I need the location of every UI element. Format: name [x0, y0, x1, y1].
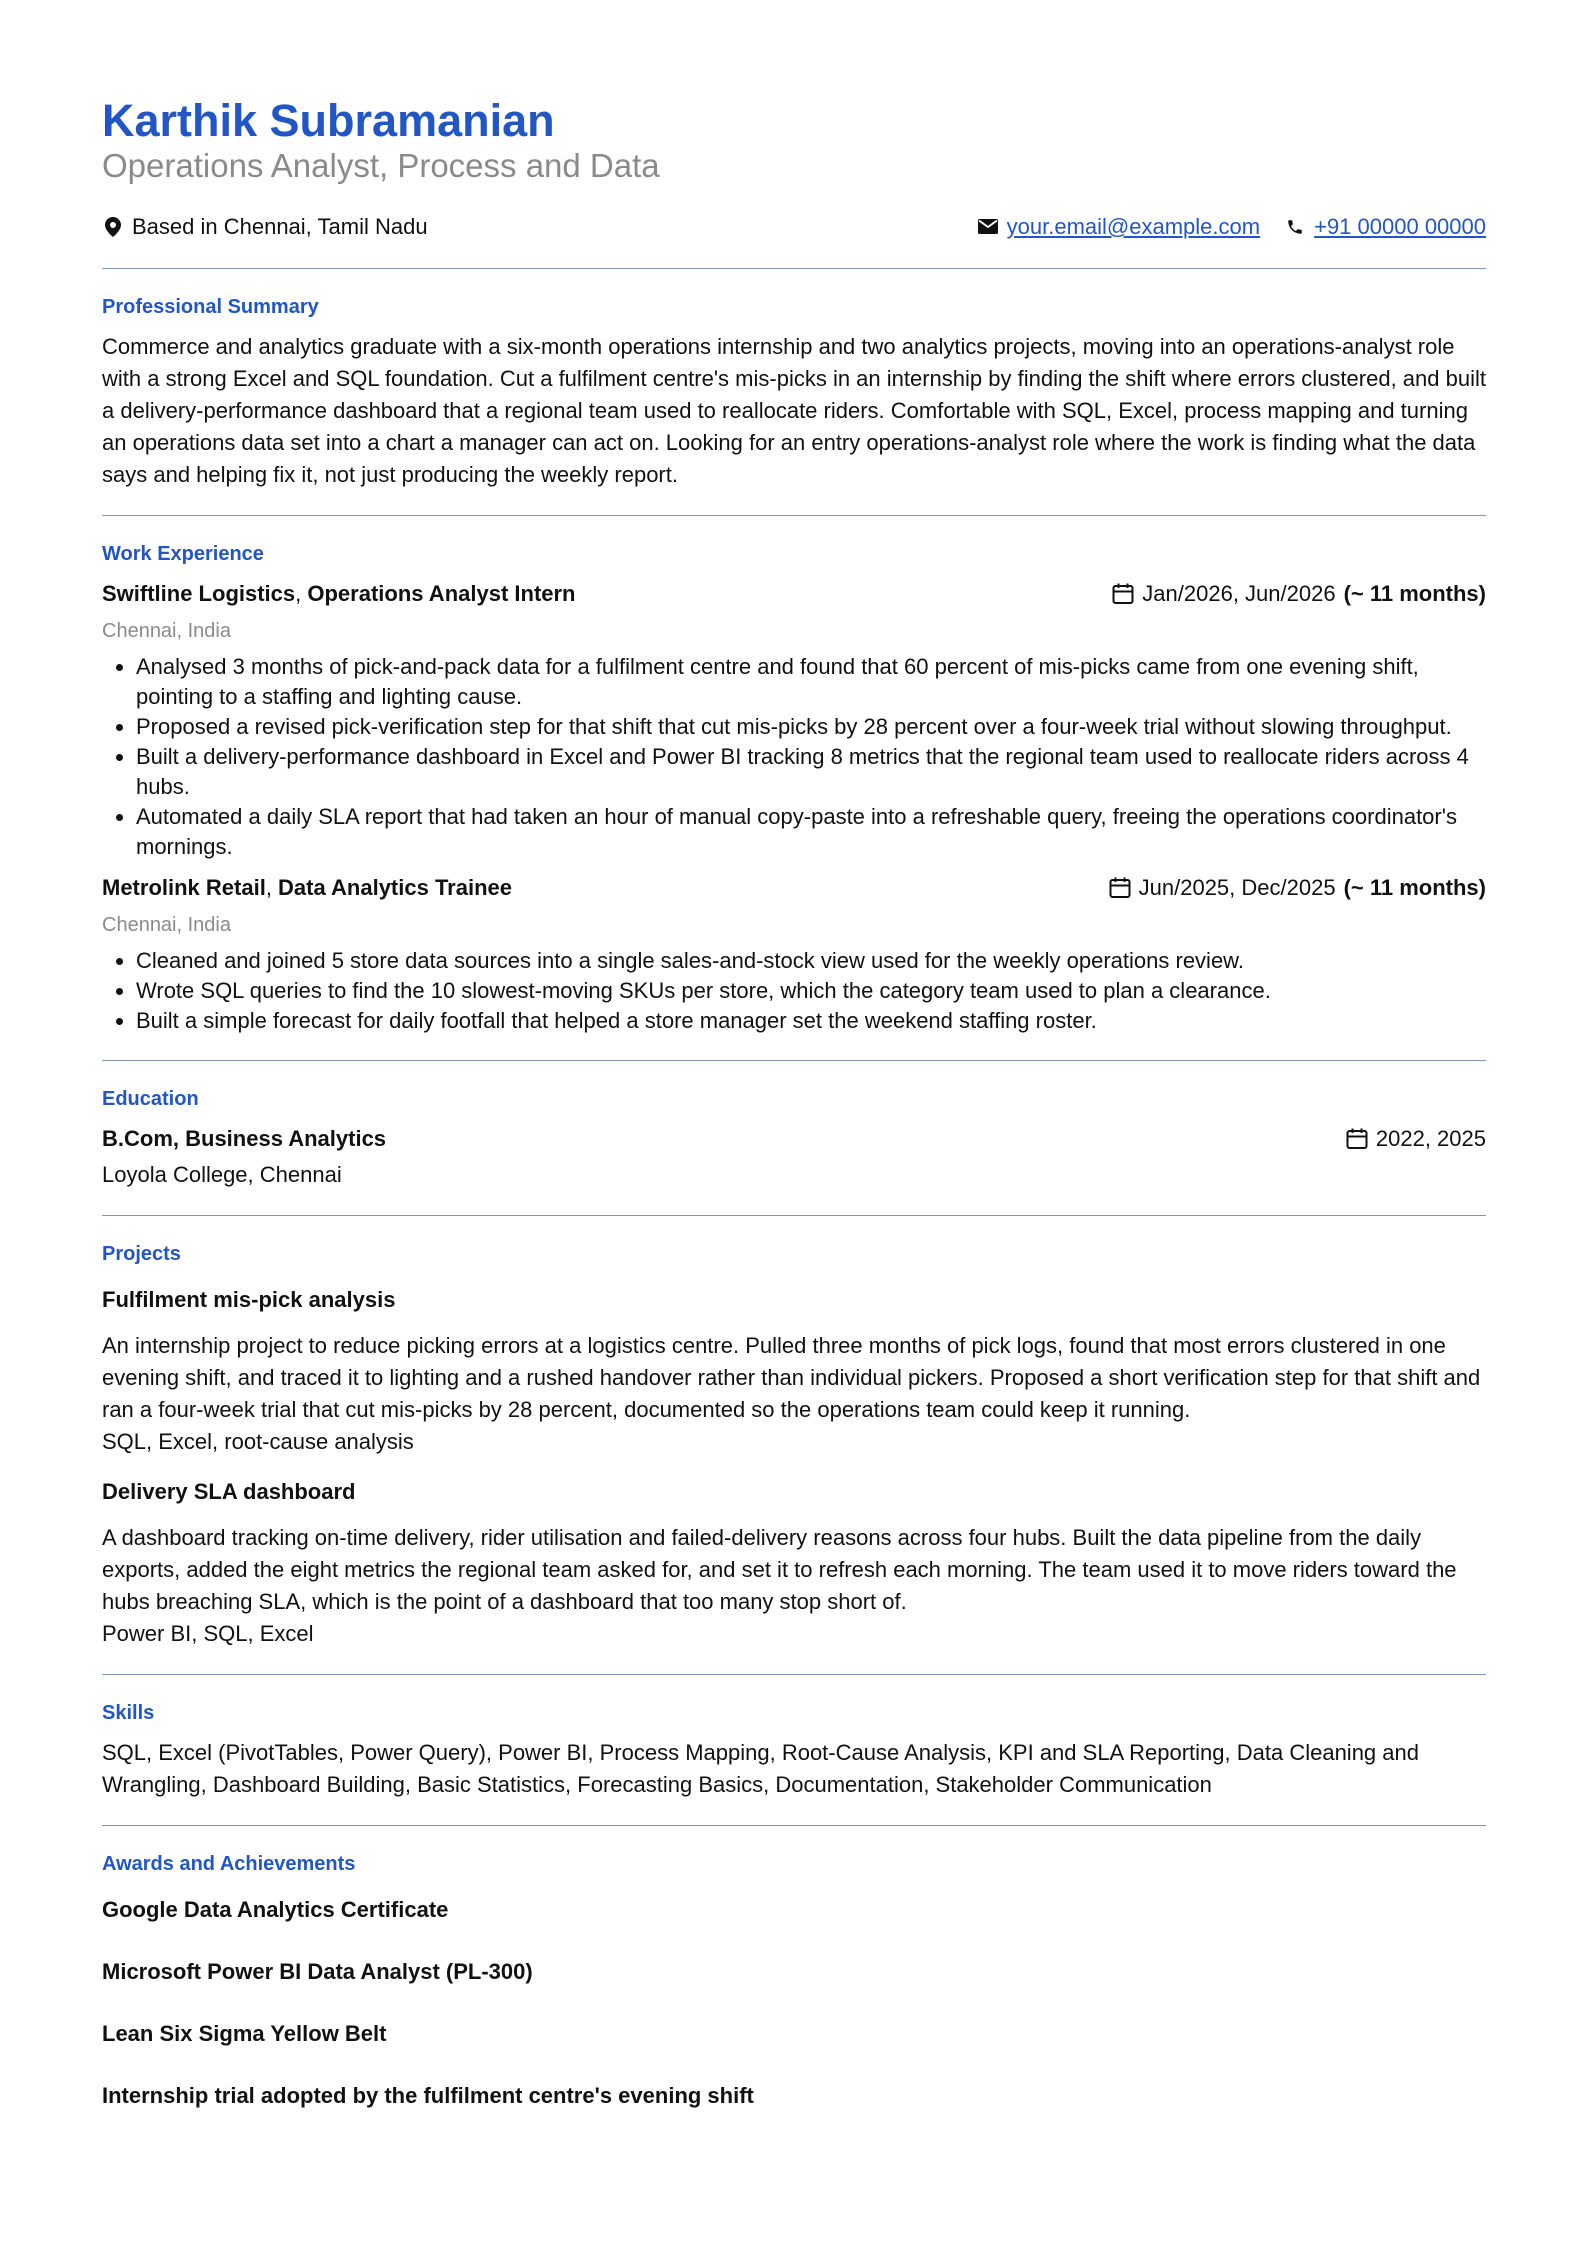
- job-bullets: [102, 946, 1486, 1036]
- job-bullets: [102, 652, 1486, 862]
- job-dates: [1109, 872, 1486, 904]
- project-description: A dashboard tracking on-time delivery, rider utilisation and failed-delivery reasons across four hubs. Built the data pipeline from the daily exports, added the eight metrics the regional team asked for, and set it to refresh each morning. The team used it to move riders toward the hubs breaching SLA, which is the point of a dashboard that too many stop short of.: [102, 1524, 1457, 1614]
- education-degree: B.Com, Business Analytics: [102, 1125, 387, 1151]
- list-item: • Analysed 3 months of pick-and-pack data for a fulfilment centre and found that 60 percent of mis-picks came from one evening shift, pointing to a staffing and lighting cause.: [136, 652, 1486, 712]
- email-info: [977, 214, 1260, 240]
- project-entry: [102, 1476, 1486, 1650]
- summary-section: [102, 295, 1486, 491]
- job-header: [102, 578, 1486, 610]
- section-divider: [102, 268, 1486, 269]
- job-entry: [102, 578, 1486, 862]
- project-title: Fulfilment mis-pick analysis: [102, 1286, 396, 1312]
- education-institution: Loyola College, Chennai: [102, 1161, 342, 1187]
- candidate-headline: Operations Analyst, Process and Data: [102, 147, 660, 185]
- calendar-icon: [1112, 583, 1134, 605]
- education-date-range: 2022, 2025: [1375, 1125, 1486, 1151]
- award-item: Microsoft Power BI Data Analyst (PL-300): [102, 1958, 533, 1984]
- calendar-icon: [1109, 877, 1131, 899]
- project-description: An internship project to reduce picking errors at a logistics centre. Pulled three months of pick logs, found that most errors clustered in one evening shift, and traced it to lighting and a rushed handover rather than individual pickers. Proposed a short verification step for that shift and ran a four-week trial that cut mis-picks by 28 percent, documented so the operations team could keep it running.: [102, 1332, 1481, 1422]
- experience-section: [102, 542, 1486, 1036]
- mail-icon: [977, 216, 999, 238]
- location-info: [102, 214, 428, 240]
- award-item: Google Data Analytics Certificate: [102, 1896, 449, 1922]
- contact-links: [977, 214, 1486, 240]
- list-item: • Wrote SQL queries to find the 10 slowest-moving SKUs per store, which the category team used to plan a clearance.: [136, 976, 1486, 1006]
- list-item: • Automated a daily SLA report that had taken an hour of manual copy-paste into a refreshable query, freeing the operations coordinator's mornings.: [136, 802, 1486, 862]
- project-tech: Power BI, SQL, Excel: [102, 1620, 314, 1646]
- job-location: Chennai, India: [102, 619, 231, 642]
- job-date-range: Jan/2026, Jun/2026: [1142, 580, 1336, 606]
- section-divider: [102, 1825, 1486, 1826]
- contact-bar: [102, 210, 1486, 244]
- location-text: Based in Chennai, Tamil Nadu: [132, 213, 428, 239]
- project-entry: [102, 1284, 1486, 1458]
- skills-text: SQL, Excel (PivotTables, Power Query), Power BI, Process Mapping, Root-Cause Analysis, KPI and SLA Reporting, Data Cleaning and Wrangling, Dashboard Building, Basic Statistics, Forecasting Basics, Documentation, Stakeholder Communication: [102, 1739, 1419, 1797]
- list-item: • Proposed a revised pick-verification step for that shift that cut mis-picks by 28 percent over a four-week trial without slowing throughput.: [136, 712, 1486, 742]
- job-title: Metrolink Retail, Data Analytics Trainee: [102, 874, 513, 900]
- skills-section: [102, 1701, 1486, 1801]
- job-date-range: Jun/2025, Dec/2025: [1138, 874, 1336, 900]
- summary-text: Commerce and analytics graduate with a six-month operations internship and two analytics projects, moving into an operations-analyst role with a strong Excel and SQL foundation. Cut a fulfilment centre's mis-picks in an internship by finding the shift where errors clustered, and built a delivery-performance dashboard that a regional team used to reallocate riders. Comfortable with SQL, Excel, process mapping and turning an operations data set into a chart a manager can act on. Looking for an entry operations-analyst role where the work is finding what the data says and helping fix it, not just producing the weekly report.: [102, 333, 1486, 487]
- section-title-awards: Awards and Achievements: [102, 1852, 356, 1875]
- list-item: • Cleaned and joined 5 store data sources into a single sales-and-stock view used for the weekly operations review.: [136, 946, 1486, 976]
- job-company: Metrolink Retail: [102, 874, 266, 900]
- phone-link[interactable]: +91 00000 00000: [1314, 213, 1486, 239]
- calendar-icon: [1346, 1128, 1368, 1150]
- job-entry: [102, 872, 1486, 1036]
- section-divider: [102, 1215, 1486, 1216]
- job-header: [102, 872, 1486, 904]
- education-section: [102, 1087, 1486, 1191]
- phone-info: [1284, 214, 1486, 240]
- section-title-summary: Professional Summary: [102, 295, 319, 318]
- list-item: • Built a delivery-performance dashboard in Excel and Power BI tracking 8 metrics that the regional team used to reallocate riders across 4 hubs.: [136, 742, 1486, 802]
- job-duration: (~ 11 months): [1343, 580, 1486, 606]
- map-pin-icon: [102, 216, 124, 238]
- section-divider: [102, 515, 1486, 516]
- section-title-education: Education: [102, 1087, 199, 1110]
- section-title-skills: Skills: [102, 1701, 155, 1724]
- award-item: Internship trial adopted by the fulfilment centre's evening shift: [102, 2082, 754, 2108]
- section-title-experience: Work Experience: [102, 542, 264, 565]
- job-company: Swiftline Logistics: [102, 580, 296, 606]
- project-tech: SQL, Excel, root-cause analysis: [102, 1428, 414, 1454]
- job-location: Chennai, India: [102, 913, 231, 936]
- projects-section: [102, 1242, 1486, 1650]
- job-role: Operations Analyst Intern: [307, 580, 576, 606]
- awards-section: [102, 1852, 1486, 2112]
- job-title: Swiftline Logistics, Operations Analyst Intern: [102, 580, 576, 606]
- candidate-name: Karthik Subramanian: [102, 95, 555, 146]
- education-header: [102, 1123, 1486, 1155]
- section-divider: [102, 1060, 1486, 1061]
- email-link[interactable]: your.email@example.com: [1006, 213, 1261, 239]
- award-item: Lean Six Sigma Yellow Belt: [102, 2020, 387, 2046]
- project-title: Delivery SLA dashboard: [102, 1478, 356, 1504]
- list-item: • Built a simple forecast for daily footfall that helped a store manager set the weekend staffing roster.: [136, 1006, 1486, 1036]
- section-divider: [102, 1674, 1486, 1675]
- job-role: Data Analytics Trainee: [278, 874, 513, 900]
- phone-icon: [1284, 216, 1306, 238]
- section-title-projects: Projects: [102, 1242, 181, 1265]
- education-dates: [1346, 1123, 1486, 1155]
- job-dates: [1112, 578, 1486, 610]
- job-duration: (~ 11 months): [1343, 874, 1486, 900]
